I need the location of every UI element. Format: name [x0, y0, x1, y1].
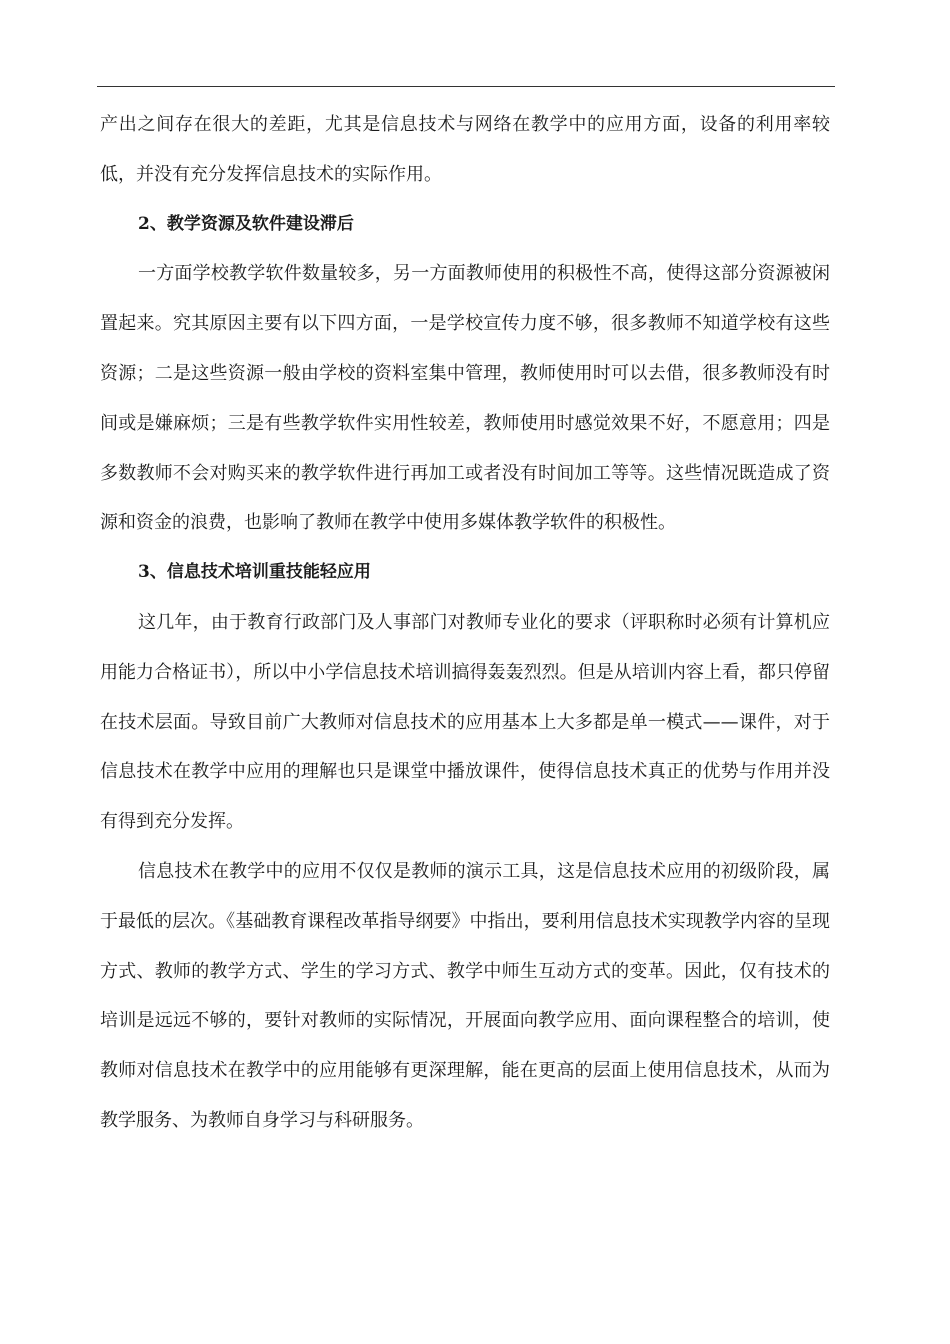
- section-3-paragraph-2: 信息技术在教学中的应用不仅仅是教师的演示工具，这是信息技术应用的初级阶段，属于最低的层次。《基础教育课程改革指导纲要》中指出，要利用信息技术实现教学内容的呈现方式、教师的教学方式、学生的学习方式、教学中师生互动方式的变革。因此，仅有技术的培训是远远不够的，要针对教师的实际情况，开展面向教学应用、面向课程整合的培训，使教师对信息技术在教学中的应用能够有更深理解，能在更高的层面上使用信息技术，从而为教学服务、为教师自身学习与科研服务。: [100, 860, 830, 1131]
- header-rule: [97, 86, 835, 87]
- section-3-paragraph-1: 这几年，由于教育行政部门及人事部门对教师专业化的要求（评职称时必须有计算机应用能力合格证书），所以中小学信息技术培训搞得轰轰烈烈。但是从培训内容上看，都只停留在技术层面。导致目前广大教师对信息技术的应用基本上大多都是单一模式——课件，对于信息技术在教学中应用的理解也只是课堂中播放课件，使得信息技术真正的优势与作用并没有得到充分发挥。: [100, 611, 830, 833]
- section-heading-2: 2、教学资源及软件建设滞后: [138, 213, 354, 234]
- continued-paragraph: 产出之间存在很大的差距，尤其是信息技术与网络在教学中的应用方面，设备的利用率较低，并没有充分发挥信息技术的实际作用。: [100, 114, 830, 185]
- document-body: [100, 100, 830, 1146]
- section-heading-3: 3、信息技术培训重技能轻应用: [138, 562, 371, 583]
- section-2-paragraph: 一方面学校教学软件数量较多，另一方面教师使用的积极性不高，使得这部分资源被闲置起来。究其原因主要有以下四方面，一是学校宣传力度不够，很多教师不知道学校有这些资源；二是这些资源一般由学校的资料室集中管理，教师使用时可以去借，很多教师没有时间或是嫌麻烦；三是有些教学软件实用性较差，教师使用时感觉效果不好，不愿意用；四是多数教师不会对购买来的教学软件进行再加工或者没有时间加工等等。这些情况既造成了资源和资金的浪费，也影响了教师在教学中使用多媒体教学软件的积极性。: [100, 263, 830, 534]
